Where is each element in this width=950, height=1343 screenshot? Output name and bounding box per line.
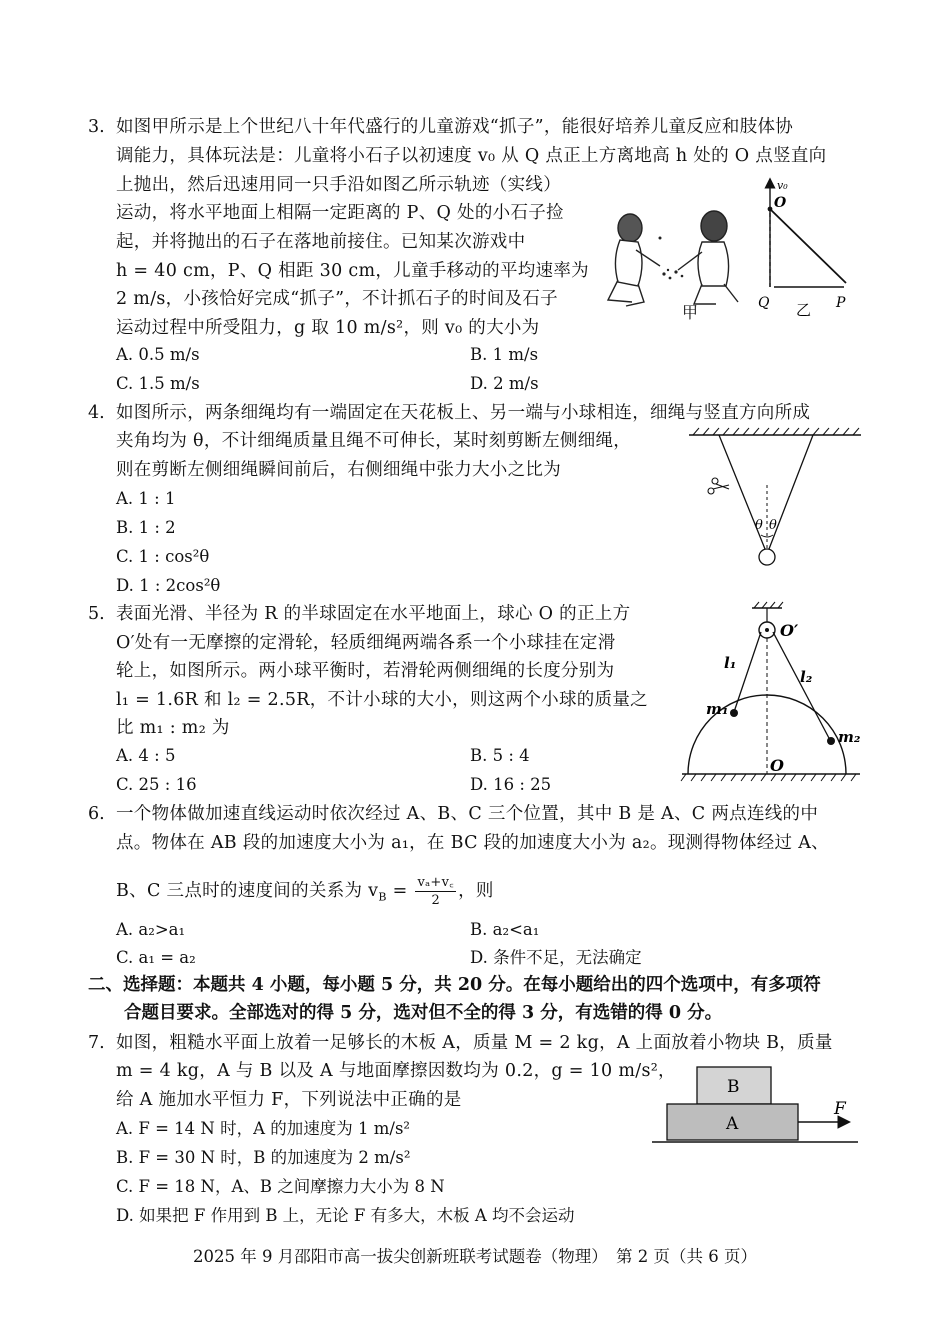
label-m1: m₁ (706, 700, 729, 718)
two-rope-ball-diagram (685, 425, 865, 570)
trajectory-diagram (750, 175, 860, 320)
question-6-option-c: C. a₁ = a₂ (116, 948, 196, 967)
theta-right-label: θ (769, 518, 777, 533)
section-2-heading-line-2: 合题目要求。全部选对的得 5 分，选对但不全的得 3 分，有选错的得 0 分。 (124, 1003, 723, 1023)
question-6-line-3 (116, 874, 494, 911)
question-7-number: 7. (88, 1033, 105, 1053)
question-3-line-8: 运动过程中所受阻力，g 取 10 m/s²，则 v₀ 的大小为 (116, 318, 540, 338)
section-2-heading-line-1: 二、选择题：本题共 4 小题，每小题 5 分，共 20 分。在每小题给出的四个选项中，有多项符 (88, 975, 821, 995)
label-q: Q (758, 295, 770, 311)
question-4-option-a: A. 1 : 1 (116, 489, 176, 508)
question-3-option-d: D. 2 m/s (470, 374, 539, 393)
question-5-line-4: l₁ = 1.6R 和 l₂ = 2.5R，不计小球的大小，则这两个小球的质量之 (116, 690, 648, 710)
question-6-line-1: 一个物体做加速直线运动时依次经过 A、B、C 三个位置，其中 B 是 A、C 两点连线的中 (116, 804, 819, 824)
board-a-label: A (726, 1114, 739, 1134)
question-5-line-5: 比 m₁ : m₂ 为 (116, 718, 230, 738)
label-o: O (774, 195, 787, 211)
question-4-option-d: D. 1 : 2cos²θ (116, 576, 221, 595)
question-3-option-c: C. 1.5 m/s (116, 374, 200, 393)
question-6-line-2: 点。物体在 AB 段的加速度大小为 a₁，在 BC 段的加速度大小为 a₂。现测得物体经过 A、 (116, 833, 829, 853)
question-5-line-1: 表面光滑、半径为 R 的半球固定在水平地面上，球心 O 的正上方 (116, 604, 631, 624)
fraction-denominator: 2 (431, 893, 441, 908)
question-5-option-a: A. 4 : 5 (116, 746, 176, 765)
fraction-numerator: vₐ+v꜀ (417, 875, 455, 890)
question-6-option-d: D. 条件不足，无法确定 (470, 948, 642, 967)
question-6-number: 6. (88, 804, 105, 824)
question-7-option-c: C. F = 18 N，A、B 之间摩擦力大小为 8 N (116, 1177, 445, 1196)
children-playing-illustration (598, 200, 748, 320)
page-footer: 2025 年 9 月邵阳市高一拔尖创新班联考试题卷（物理） 第 2 页（共 6 页） (193, 1247, 757, 1266)
question-3-line-4: 运动，将水平地面上相隔一定距离的 P、Q 处的小石子捡 (116, 203, 564, 223)
question-7-line-2: m = 4 kg，A 与 B 以及 A 与地面摩擦因数均为 0.2，g = 10 m/s²， (116, 1061, 676, 1081)
line-3-prefix: B、C 三点时的速度间的关系为 v (116, 881, 379, 901)
label-o-center: O (770, 756, 784, 775)
question-6-option-a: A. a₂>a₁ (116, 920, 186, 939)
question-5-line-2: O′处有一无摩擦的定滑轮，轻质细绳两端各系一个小球挂在定滑 (116, 633, 616, 653)
question-4-line-2: 夹角均为 θ，不计细绳质量且绳不可伸长，某时刻剪断左侧细绳， (116, 431, 632, 451)
question-3-line-6: h = 40 cm，P、Q 相距 30 cm，儿童手移动的平均速率为 (116, 261, 589, 281)
question-3-line-3: 上抛出，然后迅速用同一只手沿如图乙所示轨迹（实线） (116, 175, 561, 195)
question-5-line-3: 轮上，如图所示。两小球平衡时，若滑轮两侧细绳的长度分别为 (116, 661, 615, 681)
question-3-option-a: A. 0.5 m/s (116, 345, 200, 364)
question-3-line-7: 2 m/s，小孩恰好完成“抓子”，不计抓石子的时间及石子 (116, 289, 558, 309)
label-o-prime: O′ (780, 621, 799, 640)
question-4-option-c: C. 1 : cos²θ (116, 547, 210, 566)
hemisphere-pulley-diagram (680, 600, 865, 785)
question-3-line-5: 起，并将抛出的石子在落地前接住。已知某次游戏中 (116, 232, 526, 252)
question-4-number: 4. (88, 403, 105, 423)
question-7-line-1: 如图，粗糙水平面上放着一足够长的木板 A，质量 M = 2 kg，A 上面放着小物块 B，质量 (116, 1033, 833, 1053)
force-f-label: F (834, 1099, 846, 1119)
question-5-option-d: D. 16 : 25 (470, 775, 552, 794)
question-6-option-b: B. a₂<a₁ (470, 920, 540, 939)
question-4-line-3: 则在剪断左侧细绳瞬间前后，右侧细绳中张力大小之比为 (116, 460, 561, 480)
question-3-line-2: 调能力，具体玩法是：儿童将小石子以初速度 v₀ 从 Q 点正上方离地高 h 处的 O 点竖直向 (116, 146, 827, 166)
question-7-option-a: A. F = 14 N 时，A 的加速度为 1 m/s² (116, 1119, 411, 1138)
label-yi: 乙 (796, 301, 812, 319)
block-b-label: B (727, 1077, 740, 1097)
scissors-icon (708, 478, 729, 494)
question-7-option-d: D. 如果把 F 作用到 B 上，无论 F 有多大，木板 A 均不会运动 (116, 1206, 575, 1225)
question-3-option-b: B. 1 m/s (470, 345, 539, 364)
velocity-fraction (415, 874, 456, 909)
label-v0: v₀ (777, 179, 788, 192)
question-4-option-b: B. 1 : 2 (116, 518, 176, 537)
label-p: P (836, 295, 846, 311)
question-7-line-3: 给 A 施加水平恒力 F，下列说法中正确的是 (116, 1090, 462, 1110)
question-5-option-c: C. 25 : 16 (116, 775, 197, 794)
question-7-option-b: B. F = 30 N 时，B 的加速度为 2 m/s² (116, 1148, 411, 1167)
figure-label-jia: 甲 (682, 303, 699, 322)
label-l2: l₂ (800, 668, 813, 686)
line-3-suffix: ，则 (458, 881, 494, 901)
question-3-line-1: 如图甲所示是上个世纪八十年代盛行的儿童游戏“抓子”，能很好培养儿童反应和肢体协 (116, 117, 794, 137)
equals-sign: = (386, 881, 414, 901)
question-4-line-1: 如图所示，两条细绳均有一端固定在天花板上、另一端与小球相连，细绳与竖直方向所成 (116, 403, 811, 423)
vb-subscript: B (378, 890, 387, 904)
question-5-option-b: B. 5 : 4 (470, 746, 530, 765)
label-l1: l₁ (724, 654, 737, 672)
board-block-diagram (650, 1062, 860, 1154)
question-5-number: 5. (88, 604, 105, 624)
question-3-number: 3. (88, 117, 105, 137)
theta-left-label: θ (755, 518, 763, 533)
label-m2: m₂ (838, 728, 861, 746)
